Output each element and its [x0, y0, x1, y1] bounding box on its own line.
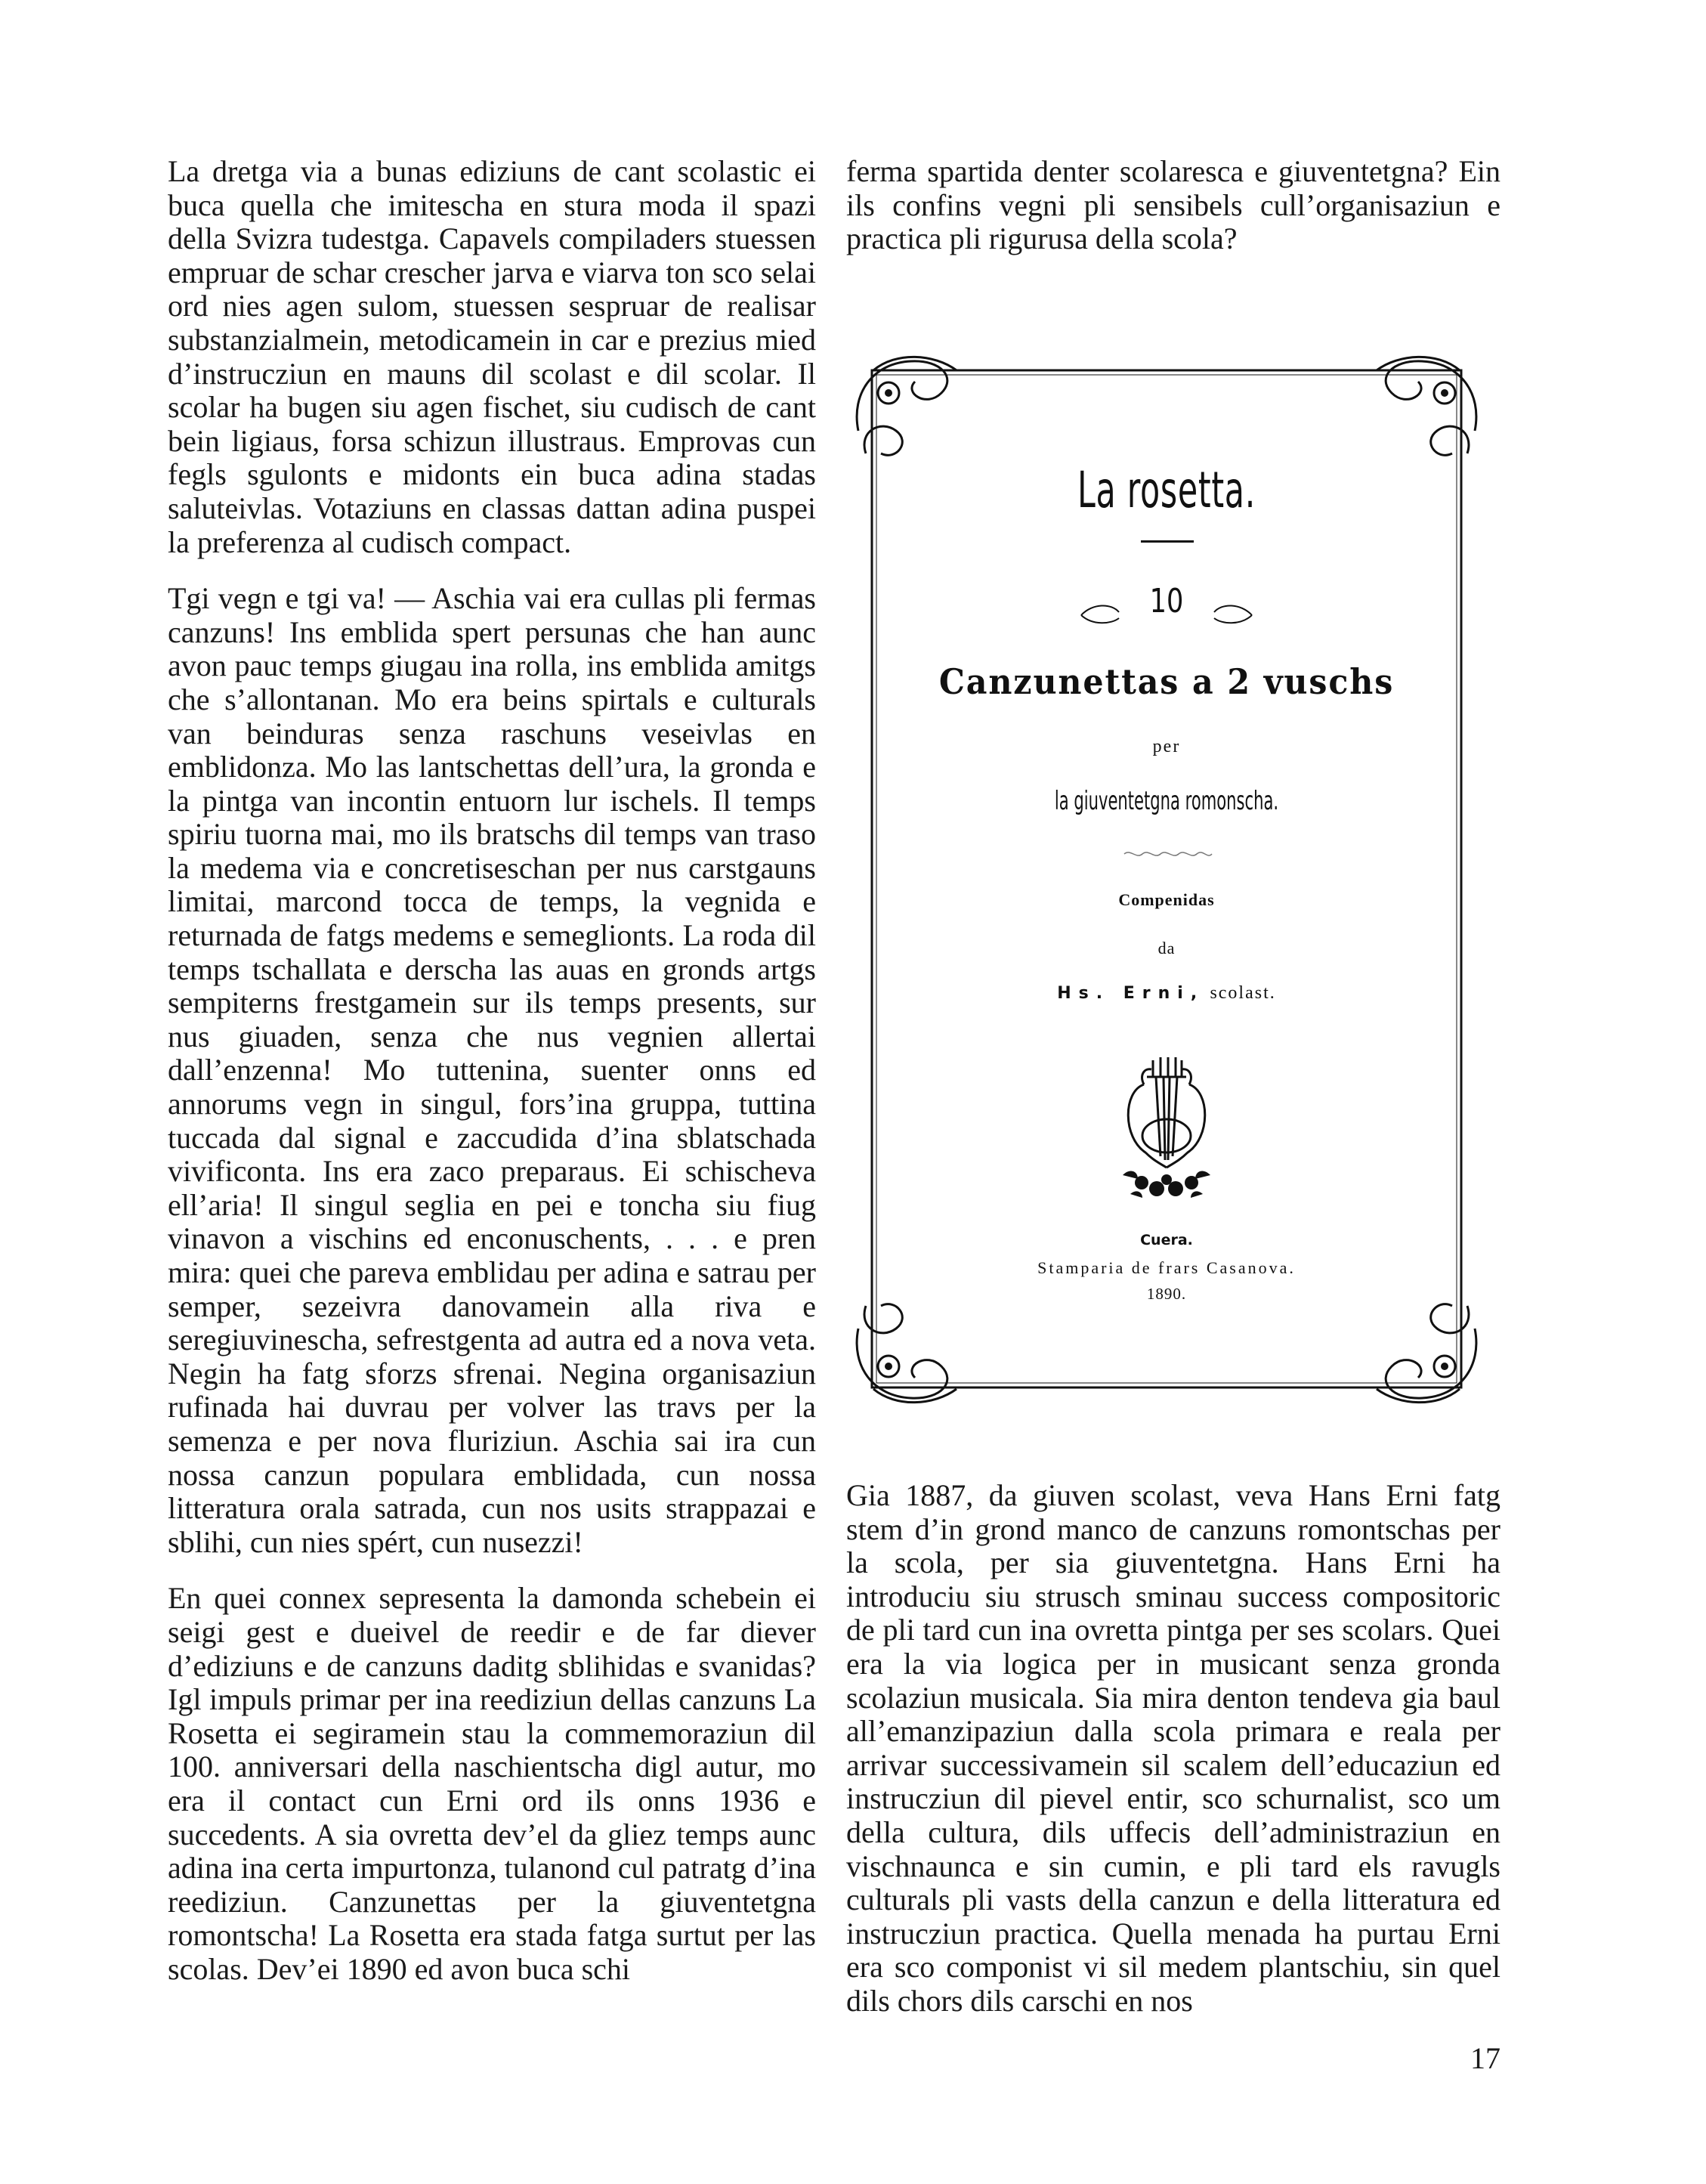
title-page-per: per — [1152, 737, 1181, 756]
title-page-printer: Stamparia de frars Casanova. — [1037, 1258, 1296, 1277]
title-page-year: 1890. — [1146, 1285, 1187, 1303]
paragraph: Tgi vegn e tgi va! — Aschia vai era cullas pli fermas canzuns! Ins emblida spert persunas che han aunc avon pauc temps giugau ina rolla, ins emblida amitgs che s’allontanan. Mo era beins spirtals e culturals van beinduras senza raschuns veseivlas en emblidonza. Mo las lantschettas dell’ura, la gronda e la pintga van incontin entuorn lur ischels. Il temps spiriu tuorna mai, mo ils bratschs dil temps van traso la medema via e concretiseschan per nus carstgauns limitai, marcond tocca de temps, la vegnida e returnada de fatgs medems e semeglionts. La roda dil temps tschallata e derscha las auas en gronds artgs sempiterns frestgamein sur ils temps presents, sur nus giuaden, senza che nus vegnien allertai dall’enzenna! Mo tuttenina, suenter onns ed annorums vegn in singul, fors’ina gruppa, tuttina tuccada dal signal e zaccudida d’ina sblatschada vivificonta. Ins era zaco preparaus. Ei schischeva ell’aria! Il singul seglia en pei e toncha siu fiug vinavon a vischins ed enconuschents, . . . e pren mira: quei che pareva emblidau per adina e satrau per semper, sezeivra danovamein alla riva e seregiuvinescha, sefrestgenta ad autra ed a nova veta. Negin ha fatg sforzs sfrenai. Negina organisaziun rufinada hai duvrau per volver las travs per la semenza e per nova fluriziun. Aschia sai ira cun nossa canzun populara emblidada, cun nossa litteratura orala satrada, cun nos usits strappazai e sblihi, cun nies spért, cun nusezzi! — [168, 581, 816, 1559]
paragraph: En quei connex sepresenta la damonda schebein ei seigi gest e dueivel de reedir e de far diever d’ediziuns e de canzuns daditg sblihidas e svanidas? Igl impuls primar per ina reediziun dellas canzuns La Rosetta ei segiramein stau la commemoraziun dil 100. anniversari della naschientscha digl autur, mo era il contact cun Erni ord ils onns 1936 e succedents. A sia ovretta dev’el da gliez temps aunc adina ina certa impurtonza, tulanond cul patratg d’ina reediziun. Canzunettas per la giuventetgna romontscha! La Rosetta era stada fatga surtut per las scolas. Dev’ei 1890 ed avon buca schi — [168, 1581, 816, 1986]
title-page-composed: Compenidas — [1118, 890, 1215, 909]
title-page-author — [881, 982, 1452, 1004]
left-text-column — [168, 155, 816, 2009]
squiggle-divider-icon — [1123, 849, 1213, 859]
title-page-facsimile — [851, 348, 1482, 1412]
author-role: scolast. — [1210, 983, 1276, 1003]
paragraph: Gia 1887, da giuven scolast, veva Hans Erni fatg stem d’in grond manco de canzuns romontschas per la scola, per sia giuventetgna. Hans Erni ha introduciu siu strusch sminau success compositoric de pli tard cun ina ovretta pintga per ses scolars. Quei era la via logica per in musicant senza gronda scolaziun musicala. Sia mira denton tendeva gia baul all’emanzipaziun dalla scola primara e reala per arrivar successivamein sil scalem dell’educaziun ed instrucziun dil pievel entir, sco schurnalist, sco um della cultura, dils uffecis dell’administraziun en vischnaunca e sin cumin, e pli tard els ravugls culturals pli vasts della canzun e della litteratura ed instrucziun practica. Quella menada ha purtau Erni era sco componist vi sil medem plantschiu, sin quel dils chors dils carschi en nos — [846, 1478, 1500, 2018]
right-top-text-column — [846, 155, 1500, 256]
author-name: Hs. Erni, — [1057, 984, 1205, 1003]
title-page-number: 10 — [1149, 582, 1184, 620]
page-number: 17 — [1470, 2041, 1500, 2075]
paragraph: ferma spartida denter scolaresca e giuventetgna? Ein ils confins vegni pli sensibels cull’organisaziun e practica pli rigurusa della scola? — [846, 154, 1500, 256]
title-divider — [1141, 540, 1194, 543]
right-bottom-text-column — [846, 1479, 1500, 2018]
lyre-icon — [1100, 1054, 1233, 1205]
title-page-city: Cuera. — [1140, 1232, 1193, 1248]
title-page-recipient: la giuventetgna romonscha. — [1054, 786, 1279, 816]
paragraph: La dretga via a bunas ediziuns de cant scolastic ei buca quella che imitescha en stura moda il spazi della Svizra tudestga. Capavels compiladers stuessen empruar de schar crescher jarva e viarva ton sco selai ord nies agen sulom, stuessen sespruar de realisar substanzialmein, metodicamein in car e prezius mied d’instrucziun en mauns dil scolast e dil scolar. Il scolar ha bugen siu agen fischet, siu cudisch de cant bein ligiaus, forsa schizun illustraus. Emprovas cun fegls sgulonts e midonts ein buca adina stadas saluteivlas. Votaziuns en classas dattan adina puspei la preferenza al cudisch compact. — [168, 154, 816, 559]
title-page-title: La rosetta. — [1077, 461, 1256, 519]
title-page-da: da — [1157, 939, 1176, 957]
title-page-subtitle: Canzunettas a 2 vuschs — [938, 661, 1395, 702]
